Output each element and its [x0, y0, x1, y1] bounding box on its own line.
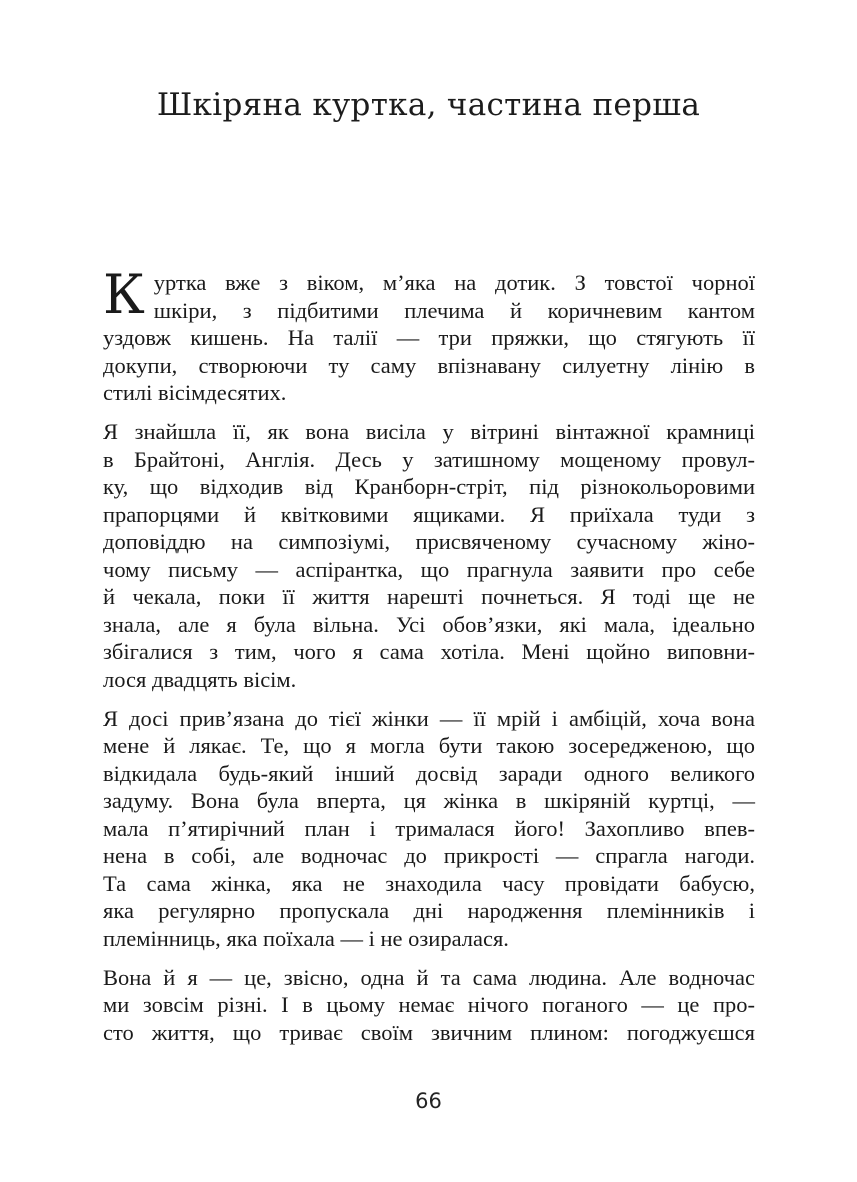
text-line: ми зовсім різні. І в цьому немає нічого поганого — це про- — [103, 992, 755, 1017]
text-line: стилі вісімдесятих. — [103, 380, 287, 405]
text-line: уртка вже з віком, м’яка на дотик. З товстої чорної — [153, 270, 755, 295]
text-line: докупи, створюючи ту саму впізнавану силуетну лінію в — [103, 352, 755, 378]
text-line: мене й лякає. Те, що я могла бути такою зосередженою, що — [103, 733, 755, 758]
text-line: мала п’ятирічний план і трималася його! Захопливо впев- — [103, 815, 755, 841]
paragraph — [103, 263, 755, 407]
text-line: чому письму — аспірантка, що прагнула заявити про себе — [103, 556, 755, 582]
text-line: й чекала, поки її життя нарешті почнеться. Я тоді ще не — [103, 584, 755, 609]
text-line: лося двадцять вісім. — [103, 666, 297, 692]
text-line: Вона й я — це, звісно, одна й та сама людина. Але водночас — [103, 964, 755, 990]
paragraph — [103, 964, 755, 1047]
text-line: задуму. Вона була вперта, ця жінка в шкіряній куртці, — — [103, 788, 755, 813]
text-line: доповіддю на симпозіумі, присвяченому сучасному жіно- — [103, 529, 755, 554]
body-text — [103, 263, 755, 1058]
text-line: прапорцями й квітковими ящиками. Я приїхала туди з — [103, 501, 755, 527]
page-number: 66 — [415, 1089, 442, 1113]
paragraph — [103, 705, 755, 953]
text-line: племінниць, яка поїхала — і не озиралася. — [103, 925, 509, 951]
chapter-title: Шкіряна куртка, частина перша — [156, 87, 701, 123]
drop-cap: К — [103, 263, 145, 326]
text-line: Я досі прив’язана до тієї жінки — її мрій і амбіцій, хоча вона — [103, 705, 755, 731]
text-line: збігалися з тим, чого я сама хотіла. Мені щойно виповни- — [103, 639, 755, 664]
text-line: уздовж кишень. На талії — три пряжки, що стягують її — [103, 325, 755, 350]
text-line: Та сама жінка, яка не знаходила часу провідати бабусю, — [103, 870, 755, 896]
paragraph — [103, 418, 755, 693]
text-line: яка регулярно пропускала дні народження племінників і — [103, 898, 755, 923]
text-line: сто життя, що триває своїм звичним плином: погоджуєшся — [103, 1019, 755, 1045]
text-line: відкидала будь-який інший досвід заради одного великого — [103, 760, 755, 786]
text-line: знала, але я була вільна. Усі обов’язки, які мала, ідеально — [103, 611, 755, 637]
text-line: ку, що відходив від Кранборн-стріт, під різнокольоровими — [103, 474, 755, 499]
text-line: в Брайтоні, Англія. Десь у затишному мощеному провул- — [103, 446, 755, 472]
text-line: Я знайшла її, як вона висіла у вітрині вінтажної крамниці — [103, 419, 755, 444]
text-line: шкіри, з підбитими плечима й коричневим кантом — [153, 297, 755, 323]
text-line: нена в собі, але водночас до прикрості — спрагла нагоди. — [103, 843, 755, 868]
